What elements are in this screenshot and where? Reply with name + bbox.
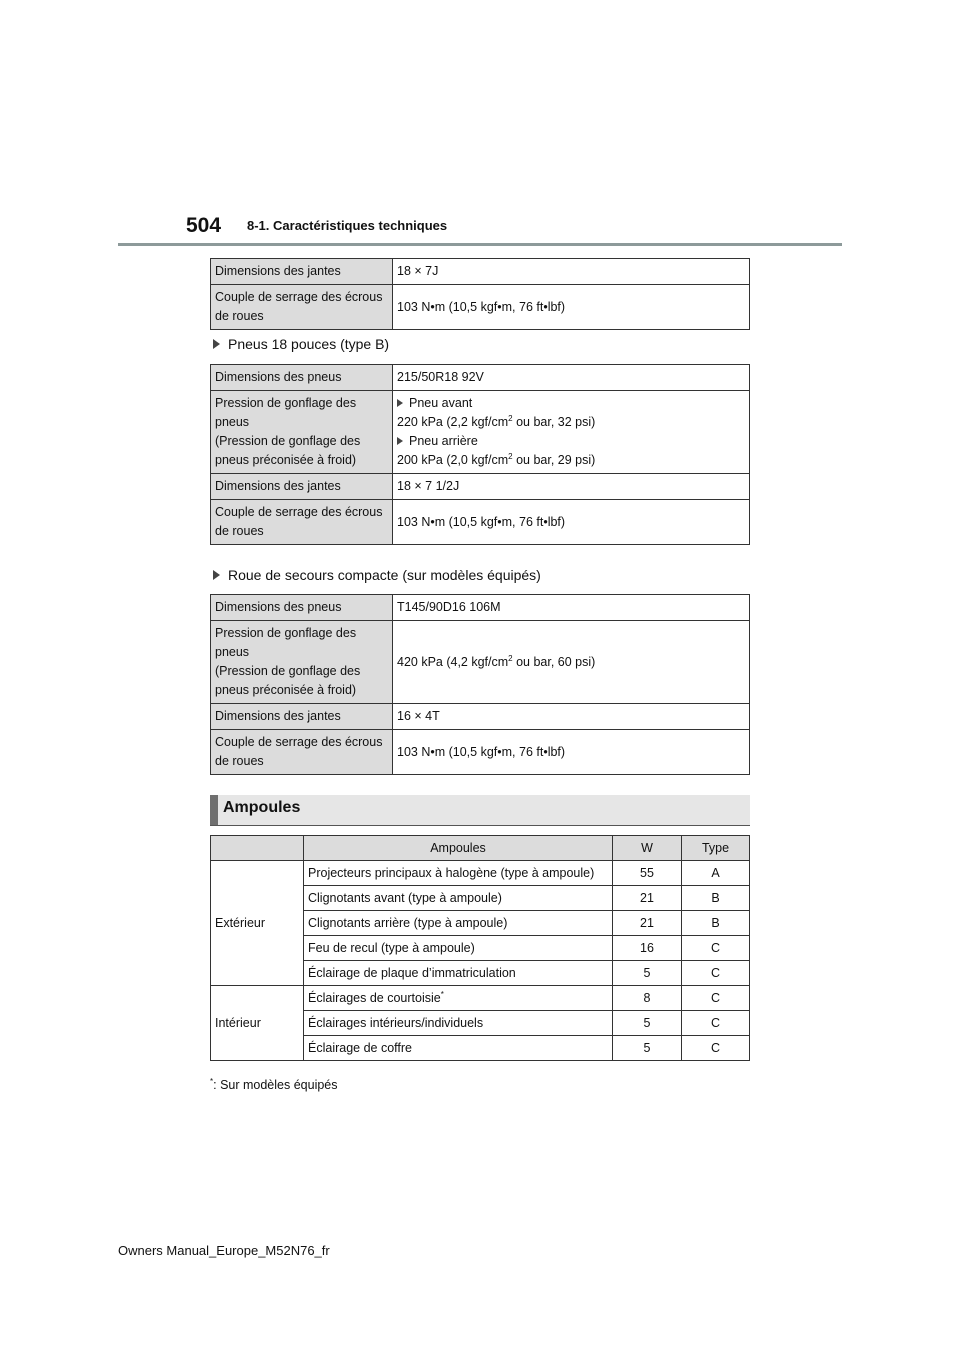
table-row: Clignotants arrière (type à ampoule) 21 B (211, 911, 750, 936)
header-empty (211, 836, 304, 861)
table-row: Éclairages intérieurs/individuels 5 C (211, 1011, 750, 1036)
torque-value: 103 N•m (10,5 kgf•m, 76 ft•lbf) (393, 500, 750, 545)
triangle-bullet-icon (213, 570, 220, 580)
wheel-size-label: Dimensions des jantes (211, 474, 393, 500)
bulbs-section-heading: Ampoules (210, 795, 750, 826)
table-row (211, 704, 750, 730)
heading-compact-spare: Roue de secours compacte (sur modèles équipés) (213, 567, 541, 583)
tire-size-value: T145/90D16 106M (393, 595, 750, 621)
table-row (211, 365, 750, 391)
interior-label: Intérieur (211, 986, 304, 1061)
footer-doc-id: Owners Manual_Europe_M52N76_fr (118, 1243, 330, 1258)
table-wheel-a (210, 258, 750, 330)
torque-value: 103 N•m (10,5 kgf•m, 76 ft•lbf) (393, 730, 750, 775)
footnote: *: Sur modèles équipés (210, 1076, 338, 1092)
table-row: Intérieur Éclairages de courtoisie* 8 C (211, 986, 750, 1011)
table-tires-type-b (210, 364, 750, 545)
pressure-value: 420 kPa (4,2 kgf/$cm^2$ ou bar, 60 psi) (393, 621, 750, 704)
table-header-row (211, 836, 750, 861)
table-row: Feu de recul (type à ampoule) 16 C (211, 936, 750, 961)
torque-value: 103 N•m (10,5 kgf•m, 76 ft•lbf) (393, 285, 750, 330)
table-row (211, 621, 750, 704)
table-row: Extérieur Projecteurs principaux à halogène (type à ampoule) 55 A (211, 861, 750, 886)
rear-tire-label: Pneu arrière (397, 432, 745, 451)
page-number: 504 (186, 214, 222, 237)
torque-label: Couple de serrage des écrous de roues (211, 730, 393, 775)
table-row (211, 285, 750, 330)
bulbs-table (210, 835, 750, 1061)
table-row: Éclairage de coffre 5 C (211, 1036, 750, 1061)
header-type: Type (682, 836, 750, 861)
table-row: Éclairage de plaque d’immatriculation 5 C (211, 961, 750, 986)
wheel-size-value: 18 × 7J (393, 259, 750, 285)
torque-label: Couple de serrage des écrous de roues (211, 500, 393, 545)
wheel-size-label: Dimensions des jantes (211, 259, 393, 285)
table-row (211, 474, 750, 500)
tire-size-label: Dimensions des pneus (211, 595, 393, 621)
exterior-label: Extérieur (211, 861, 304, 986)
wheel-size-label: Dimensions des jantes (211, 704, 393, 730)
table-compact-spare (210, 594, 750, 775)
rear-tire-value: 200 kPa (2,0 kgf/$cm^2$ ou bar, 29 psi) (397, 451, 596, 467)
table-row: Clignotants avant (type à ampoule) 21 B (211, 886, 750, 911)
heading-bar (210, 795, 218, 825)
tire-size-value: 215/50R18 92V (393, 365, 750, 391)
tire-size-label: Dimensions des pneus (211, 365, 393, 391)
torque-label: Couple de serrage des écrous de roues (211, 285, 393, 330)
triangle-bullet-icon (397, 399, 403, 407)
triangle-bullet-icon (397, 437, 403, 445)
table-row (211, 391, 750, 474)
pressure-label: Pression de gonflage des pneus (Pression de gonflage des pneus préconisée à froid) (211, 621, 393, 704)
table-row (211, 500, 750, 545)
table-row (211, 595, 750, 621)
triangle-bullet-icon (213, 339, 220, 349)
header-rule (118, 243, 842, 246)
header-watts: W (613, 836, 682, 861)
table-row (211, 730, 750, 775)
wheel-size-value: 16 × 4T (393, 704, 750, 730)
pressure-label: Pression de gonflage des pneus (Pression de gonflage des pneus préconisée à froid) (211, 391, 393, 474)
front-tire-value: 220 kPa (2,2 kgf/$cm^2$ ou bar, 32 psi) (397, 413, 596, 429)
header-bulbs: Ampoules (304, 836, 613, 861)
pressure-values (393, 391, 750, 474)
heading-tires-type-b: Pneus 18 pouces (type B) (213, 336, 389, 352)
table-row (211, 259, 750, 285)
wheel-size-value: 18 × 7 1/2J (393, 474, 750, 500)
section-title: 8-1. Caractéristiques techniques (247, 218, 448, 233)
front-tire-label: Pneu avant (397, 394, 745, 413)
